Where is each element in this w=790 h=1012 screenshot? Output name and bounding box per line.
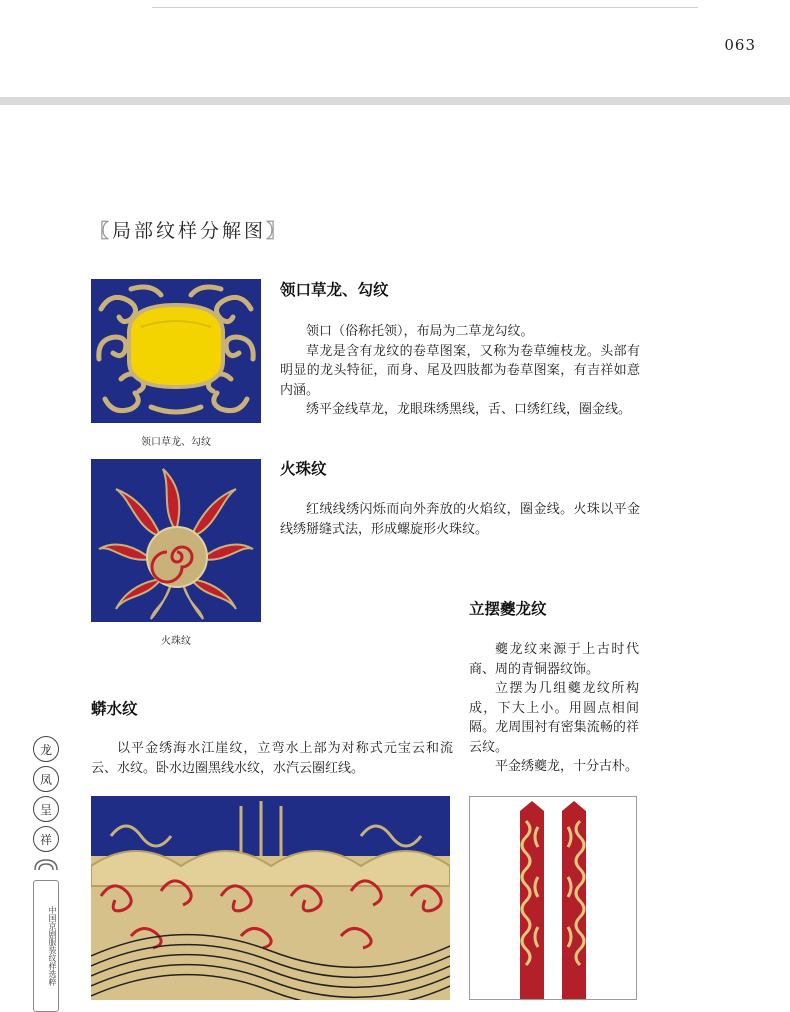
collar-para-3: 绣平金线草龙，龙眼珠绣黑线，舌、口绣红线，圈金线。 — [306, 402, 632, 417]
fireball-para-1: 红绒线绣闪烁而向外奔放的火焰纹，圈金线。火珠以平金线绣掰缝式法，形成螺旋形火珠纹。 — [280, 502, 640, 537]
bracket-left: 〖 — [90, 220, 113, 242]
collar-para-1: 领口（俗称托领），布局为二草龙勾纹。 — [306, 324, 534, 339]
collar-heading: 领口草龙、勾纹 — [280, 280, 389, 299]
cloud-ornament-icon — [33, 856, 59, 872]
header-rule — [152, 7, 698, 8]
kui-dragon-section — [469, 597, 639, 777]
collar-section — [280, 278, 640, 420]
fireball-section — [280, 457, 640, 539]
section-title-text: 局部纹样分解图 — [112, 220, 267, 242]
seal-1: 龙 — [33, 736, 59, 762]
collar-para-2: 草龙是含有龙纹的卷草图案，又称为卷草缠枝龙。头部有明显的龙头特征，而身、尾及四肢都为卷草图案，有吉祥如意内涵。 — [280, 343, 640, 398]
page-number: 063 — [724, 36, 756, 54]
python-water-para-1: 以平金绣海水江崖纹，立弯水上部为对称式元宝云和流云、水纹。卧水边圈黑线水纹，水汽云圈红线。 — [91, 741, 453, 776]
sidebar-decoration — [33, 736, 59, 1012]
kui-dragon-para-1: 夔龙纹来源于上古时代商、周的青铜器纹饰。 — [469, 642, 639, 677]
python-water-heading: 蟒水纹 — [91, 699, 138, 718]
collar-caption: 领口草龙、勾纹 — [141, 437, 211, 448]
seal-4: 祥 — [33, 826, 59, 852]
kui-dragon-image — [469, 796, 637, 1000]
collar-image — [91, 279, 261, 423]
book-title: 中国京剧服装纹样选粹 — [33, 880, 59, 1012]
fireball-image — [91, 459, 261, 622]
kui-dragon-heading: 立摆夔龙纹 — [469, 599, 547, 618]
fireball-caption: 火珠纹 — [161, 636, 191, 647]
bracket-right: 〗 — [266, 220, 289, 242]
section-title — [90, 216, 288, 243]
python-water-section — [91, 697, 453, 778]
fireball-heading: 火珠纹 — [280, 459, 327, 478]
python-water-image — [91, 796, 450, 1000]
page-divider — [0, 97, 790, 105]
seal-2: 凤 — [33, 766, 59, 792]
kui-dragon-para-3: 平金绣夔龙，十分古朴。 — [495, 759, 639, 774]
kui-dragon-para-2: 立摆为几组夔龙纹所构成，下大上小。用圆点相间隔。龙周围衬有密集流畅的祥云纹。 — [469, 681, 639, 755]
seal-3: 呈 — [33, 796, 59, 822]
